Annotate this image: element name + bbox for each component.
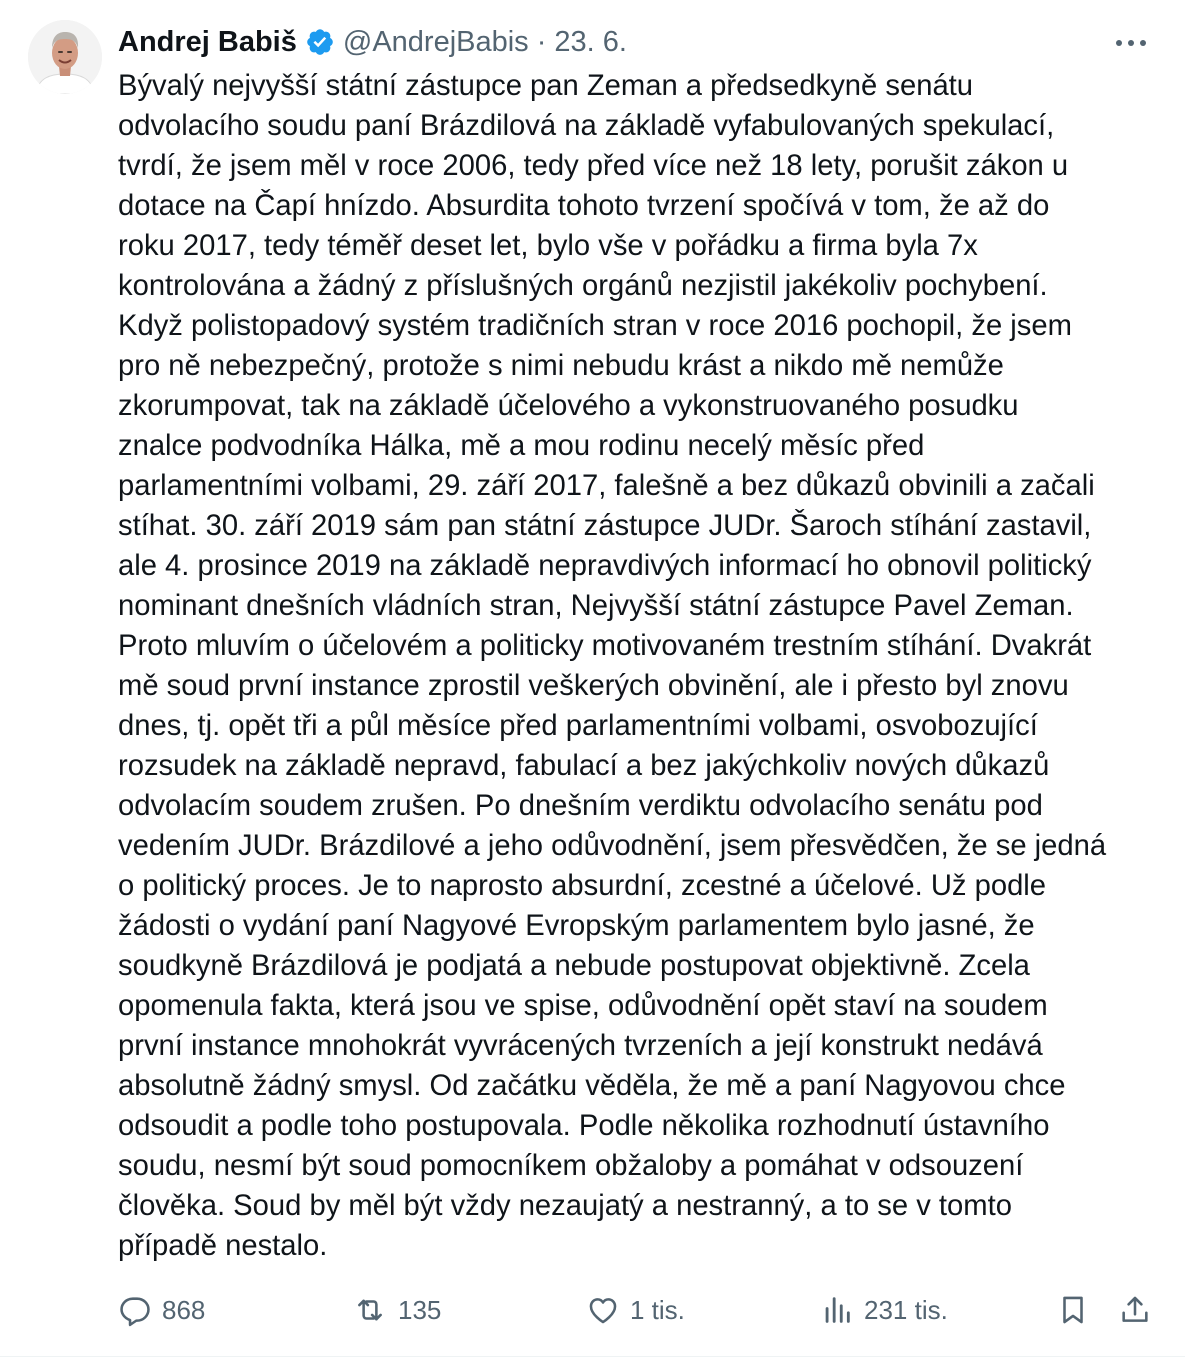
tweet-text-line: první instance mnohokrát vyvrácených tvrzeních a její konstrukt nedává (118, 1030, 1043, 1062)
tweet-text-line: soudu, nesmí být soud pomocníkem obžaloby a pomáhat v odsouzení (118, 1150, 1024, 1182)
tweet-text-line: tvrdí, že jsem měl v roce 2006, tedy před více než 18 lety, porušit zákon u (118, 150, 1069, 182)
reply-icon (118, 1293, 152, 1327)
tweet-text-line: odvolacího soudu paní Brázdilová na základě vyfabulovaných spekulací, (118, 110, 1055, 142)
tweet-text-line: zkorumpovat, tak na základě účelového a vykonstruovaného posudku (118, 390, 1019, 422)
tweet-text-line: případě nestalo. (118, 1230, 328, 1262)
tweet-text-line: kontrolována a žádný z příslušných orgánů nezjistil jakékoliv pochybení. (118, 270, 1048, 302)
like-count: 1 tis. (630, 1294, 685, 1325)
post-date[interactable]: 23. 6. (554, 25, 627, 58)
tweet-text-line: dnes, tj. opět tři a půl měsíce před parlamentními volbami, osvobozující (118, 710, 1038, 742)
tweet-text-line: znalce podvodníka Hálka, mě a mou rodinu necelý měsíc před (118, 430, 925, 462)
views-count: 231 tis. (864, 1294, 948, 1325)
tweet-text-line: pro ně nebezpečný, protože s nimi nebudu krást a nikdo mě nemůže (118, 350, 1004, 382)
like-button[interactable] (586, 1288, 685, 1332)
tweet-text-line: rozsudek na základě nepravd, fabulací a bez jakýchkoliv nových důkazů (118, 750, 1050, 782)
repost-button[interactable] (352, 1288, 441, 1332)
tweet-text-line: Bývalý nejvyšší státní zástupce pan Zeman a předsedkyně senátu (118, 70, 974, 102)
author-name[interactable]: Andrej Babiš (118, 25, 297, 58)
tweet-text-line: parlamentními volbami, 29. září 2017, falešně a bez důkazů obvinili a začali (118, 470, 1095, 502)
tweet-text-line: člověka. Soud by měl být vždy nezaujatý a nestranný, a to se v tomto (118, 1190, 1012, 1222)
tweet-text-line: dotace na Čapí hnízdo. Absurdita tohoto tvrzení spočívá v tom, že až do (118, 190, 1050, 222)
bookmark-button[interactable] (1056, 1288, 1090, 1332)
reply-count: 868 (162, 1294, 206, 1325)
verified-badge-icon (305, 27, 335, 57)
heart-icon (586, 1293, 620, 1327)
tweet-text-line: mě soud první instance zprostil veškerých obvinění, ale i přesto byl znovu (118, 670, 1069, 702)
avatar[interactable] (28, 20, 102, 94)
tweet-text-line: roku 2017, tedy téměř deset let, bylo vše v pořádku a firma byla 7x (118, 230, 978, 262)
tweet-text-line: odvolacím soudem zrušen. Po dnešním verdiktu odvolacího senátu pod (118, 790, 1043, 822)
tweet-header (118, 22, 627, 62)
tweet-text (118, 66, 1168, 1266)
more-dots-icon (1113, 28, 1149, 58)
tweet-text-line: odsoudit a podle toho postupovala. Podle několika rozhodnutí ústavního (118, 1110, 1050, 1142)
bookmark-icon (1056, 1293, 1090, 1327)
tweet-text-line: Proto mluvím o účelovém a politicky motivovaném trestním stíhání. Dvakrát (118, 630, 1092, 662)
views-button[interactable] (820, 1288, 948, 1332)
tweet-text-line: opomenula fakta, která jsou ve spise, odůvodnění opět staví na soudem (118, 990, 1048, 1022)
more-options-button[interactable] (1113, 28, 1149, 58)
tweet-text-line: absolutně žádný smysl. Od začátku věděla, že mě a paní Nagyovou chce (118, 1070, 1066, 1102)
share-button[interactable] (1118, 1288, 1152, 1332)
tweet-text-line: Když polistopadový systém tradičních stran v roce 2016 pochopil, že jsem (118, 310, 1072, 342)
tweet-text-line: soudkyně Brázdilová je podjatá a nebude postupovat objektivně. Zcela (118, 950, 1030, 982)
views-chart-icon (820, 1293, 854, 1327)
tweet-text-line: nominant dnešních vládních stran, Nejvyšší státní zástupce Pavel Zeman. (118, 590, 1074, 622)
share-icon (1118, 1293, 1152, 1327)
tweet-text-line: žádosti o vydání paní Nagyové Evropským parlamentem bylo jasné, že (118, 910, 1035, 942)
separator-dot: · (536, 25, 547, 58)
repost-count: 135 (398, 1294, 442, 1325)
action-bar (118, 1288, 1158, 1332)
tweet-text-line: o politický proces. Je to naprosto absurdní, zcestné a účelové. Už podle (118, 870, 1047, 902)
reply-button[interactable] (118, 1288, 205, 1332)
author-handle[interactable]: @AndrejBabis (342, 25, 529, 58)
tweet-text-line: vedením JUDr. Brázdilové a jeho odůvodnění, jsem přesvědčen, že se jedná (118, 830, 1107, 862)
tweet-text-line: ale 4. prosince 2019 na základě nepravdivých informací ho obnovil politický (118, 550, 1092, 582)
repost-icon (352, 1293, 388, 1327)
tweet-text-line: stíhat. 30. září 2019 sám pan státní zástupce JUDr. Šaroch stíhání zastavil, (118, 510, 1092, 542)
avatar-image (28, 20, 102, 94)
